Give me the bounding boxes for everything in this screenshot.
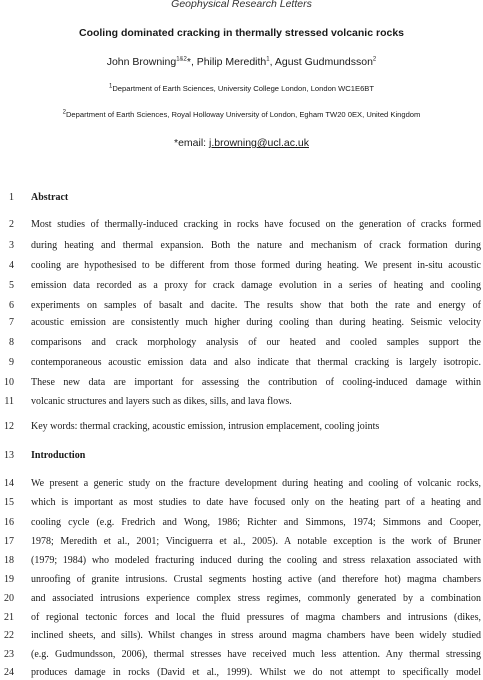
body-line: inclined sheets, and sills). Whilst changes in stress around magma chambers have been widely studied <box>31 630 481 641</box>
line-number: 1 <box>9 192 14 203</box>
body-line: Key words: thermal cracking, acoustic emission, intrusion emplacement, cooling joints <box>31 421 380 432</box>
line-number: 13 <box>4 450 14 461</box>
body-line: during heating and thermal expansion. Both the nature and mechanism of crack formation during <box>31 240 481 251</box>
corresponding-email <box>0 137 483 149</box>
line-number: 22 <box>4 630 14 641</box>
line-number: 17 <box>4 536 14 547</box>
body-line: unroofing of granite intrusions. Crustal segments hosting active (and therefore hot) magma chambers <box>31 574 481 585</box>
author-list <box>0 56 483 68</box>
section-heading: Abstract <box>31 192 69 203</box>
line-number: 23 <box>4 649 14 660</box>
body-line: contemporaneous acoustic emission data and also indicate that thermal cracking is largely isotropic. <box>31 357 481 368</box>
body-line: emission data recorded as a proxy for crack damage evolution in a series of heating and cooling <box>31 280 481 291</box>
body-line: experiments on samples of basalt and dacite. The results show that both the rate and energy of <box>31 300 481 311</box>
affiliation-2-mark: 2 <box>62 109 66 116</box>
body-line: cooling are hypothesised to be different from those formed during heating. We present in-situ acoustic <box>31 260 481 271</box>
line-number: 7 <box>9 317 14 328</box>
line-number: 11 <box>4 396 14 407</box>
line-number: 16 <box>4 517 14 528</box>
line-number: 15 <box>4 497 14 508</box>
line-number: 19 <box>4 574 14 585</box>
line-number: 8 <box>9 337 14 348</box>
affiliation-1 <box>0 84 483 93</box>
affiliation-1-text: Department of Earth Sciences, University College London, London WC1E6BT <box>112 84 375 93</box>
journal-name: Geophysical Research Letters <box>171 0 312 10</box>
line-number: 21 <box>4 612 14 623</box>
body-line: cooling cycle (e.g. Fredrich and Wong, 1986; Richter and Simmons, 1974; Simmons and Cooper, <box>31 517 481 528</box>
email-link[interactable]: j.browning@ucl.ac.uk <box>209 137 309 149</box>
line-number: 14 <box>4 478 14 489</box>
body-line: 1978; Meredith et al., 2001; Vinciguerra et al., 2005). A notable exception is the work of Bruner <box>31 536 481 547</box>
line-number: 2 <box>9 219 14 230</box>
body-line: comparisons and crack morphology analysis of our heated and cooled samples support the <box>31 337 481 348</box>
line-number: 6 <box>9 300 14 311</box>
line-number: 18 <box>4 555 14 566</box>
author-affil-mark-1: 1&2 <box>176 56 187 63</box>
body-line: Most studies of thermally-induced cracking in rocks have focused on the generation of cracks formed <box>31 219 481 230</box>
line-number: 9 <box>9 357 14 368</box>
body-line: and associated intrusions experience complex stress regimes, commonly generated by a combination <box>31 593 481 604</box>
body-line: We present a generic study on the fracture development during heating and cooling of volcanic rocks, <box>31 478 481 489</box>
affiliation-2-text: Department of Earth Sciences, Royal Holloway University of London, Egham TW20 0EX, United Kingdom <box>65 110 421 119</box>
section-heading: Introduction <box>31 450 86 461</box>
author-name-1: John Browning <box>106 56 177 68</box>
body-line: produces damage in rocks (David et al., 1999). Whilst we do not attempt to specifically model <box>31 667 481 678</box>
body-line: which is important as most studies to date have focused only on the heating part of a heating and <box>31 497 481 508</box>
email-label: *email: <box>174 137 210 149</box>
author-name-3: , Agust Gudmundsson <box>269 56 373 68</box>
paper-title: Cooling dominated cracking in thermally stressed volcanic rocks <box>78 27 405 39</box>
line-number: 20 <box>4 593 14 604</box>
author-affil-mark-3: 2 <box>372 56 377 63</box>
line-number: 5 <box>9 280 14 291</box>
line-number: 12 <box>4 421 14 432</box>
line-number: 10 <box>4 377 14 388</box>
body-line: volcanic structures and layers such as dikes, sills, and lava flows. <box>31 396 292 407</box>
affiliation-1-mark: 1 <box>108 83 113 90</box>
body-line: These new data are important for assessing the contribution of cooling-induced damage within <box>31 377 481 388</box>
author-affil-mark-2: 1 <box>266 56 270 63</box>
line-number: 4 <box>9 260 14 271</box>
body-line: (e.g. Gudmundsson, 2006), thermal stresses have received much less attention. Any thermal stressing <box>31 649 481 660</box>
body-line: (1979; 1984) who modeled fracturing induced during the cooling and stress relaxation associated with <box>31 555 481 566</box>
line-number: 3 <box>9 240 14 251</box>
body-line: acoustic emission are consistently much higher during cooling than during heating. Seismic velocity <box>31 317 481 328</box>
author-name-2: *, Philip Meredith <box>186 56 267 68</box>
body-line: of regional tectonic forces and local the fluid pressures of magma chambers and intrusions (dikes, <box>31 612 481 623</box>
affiliation-2 <box>0 110 483 119</box>
line-number: 24 <box>4 667 14 678</box>
